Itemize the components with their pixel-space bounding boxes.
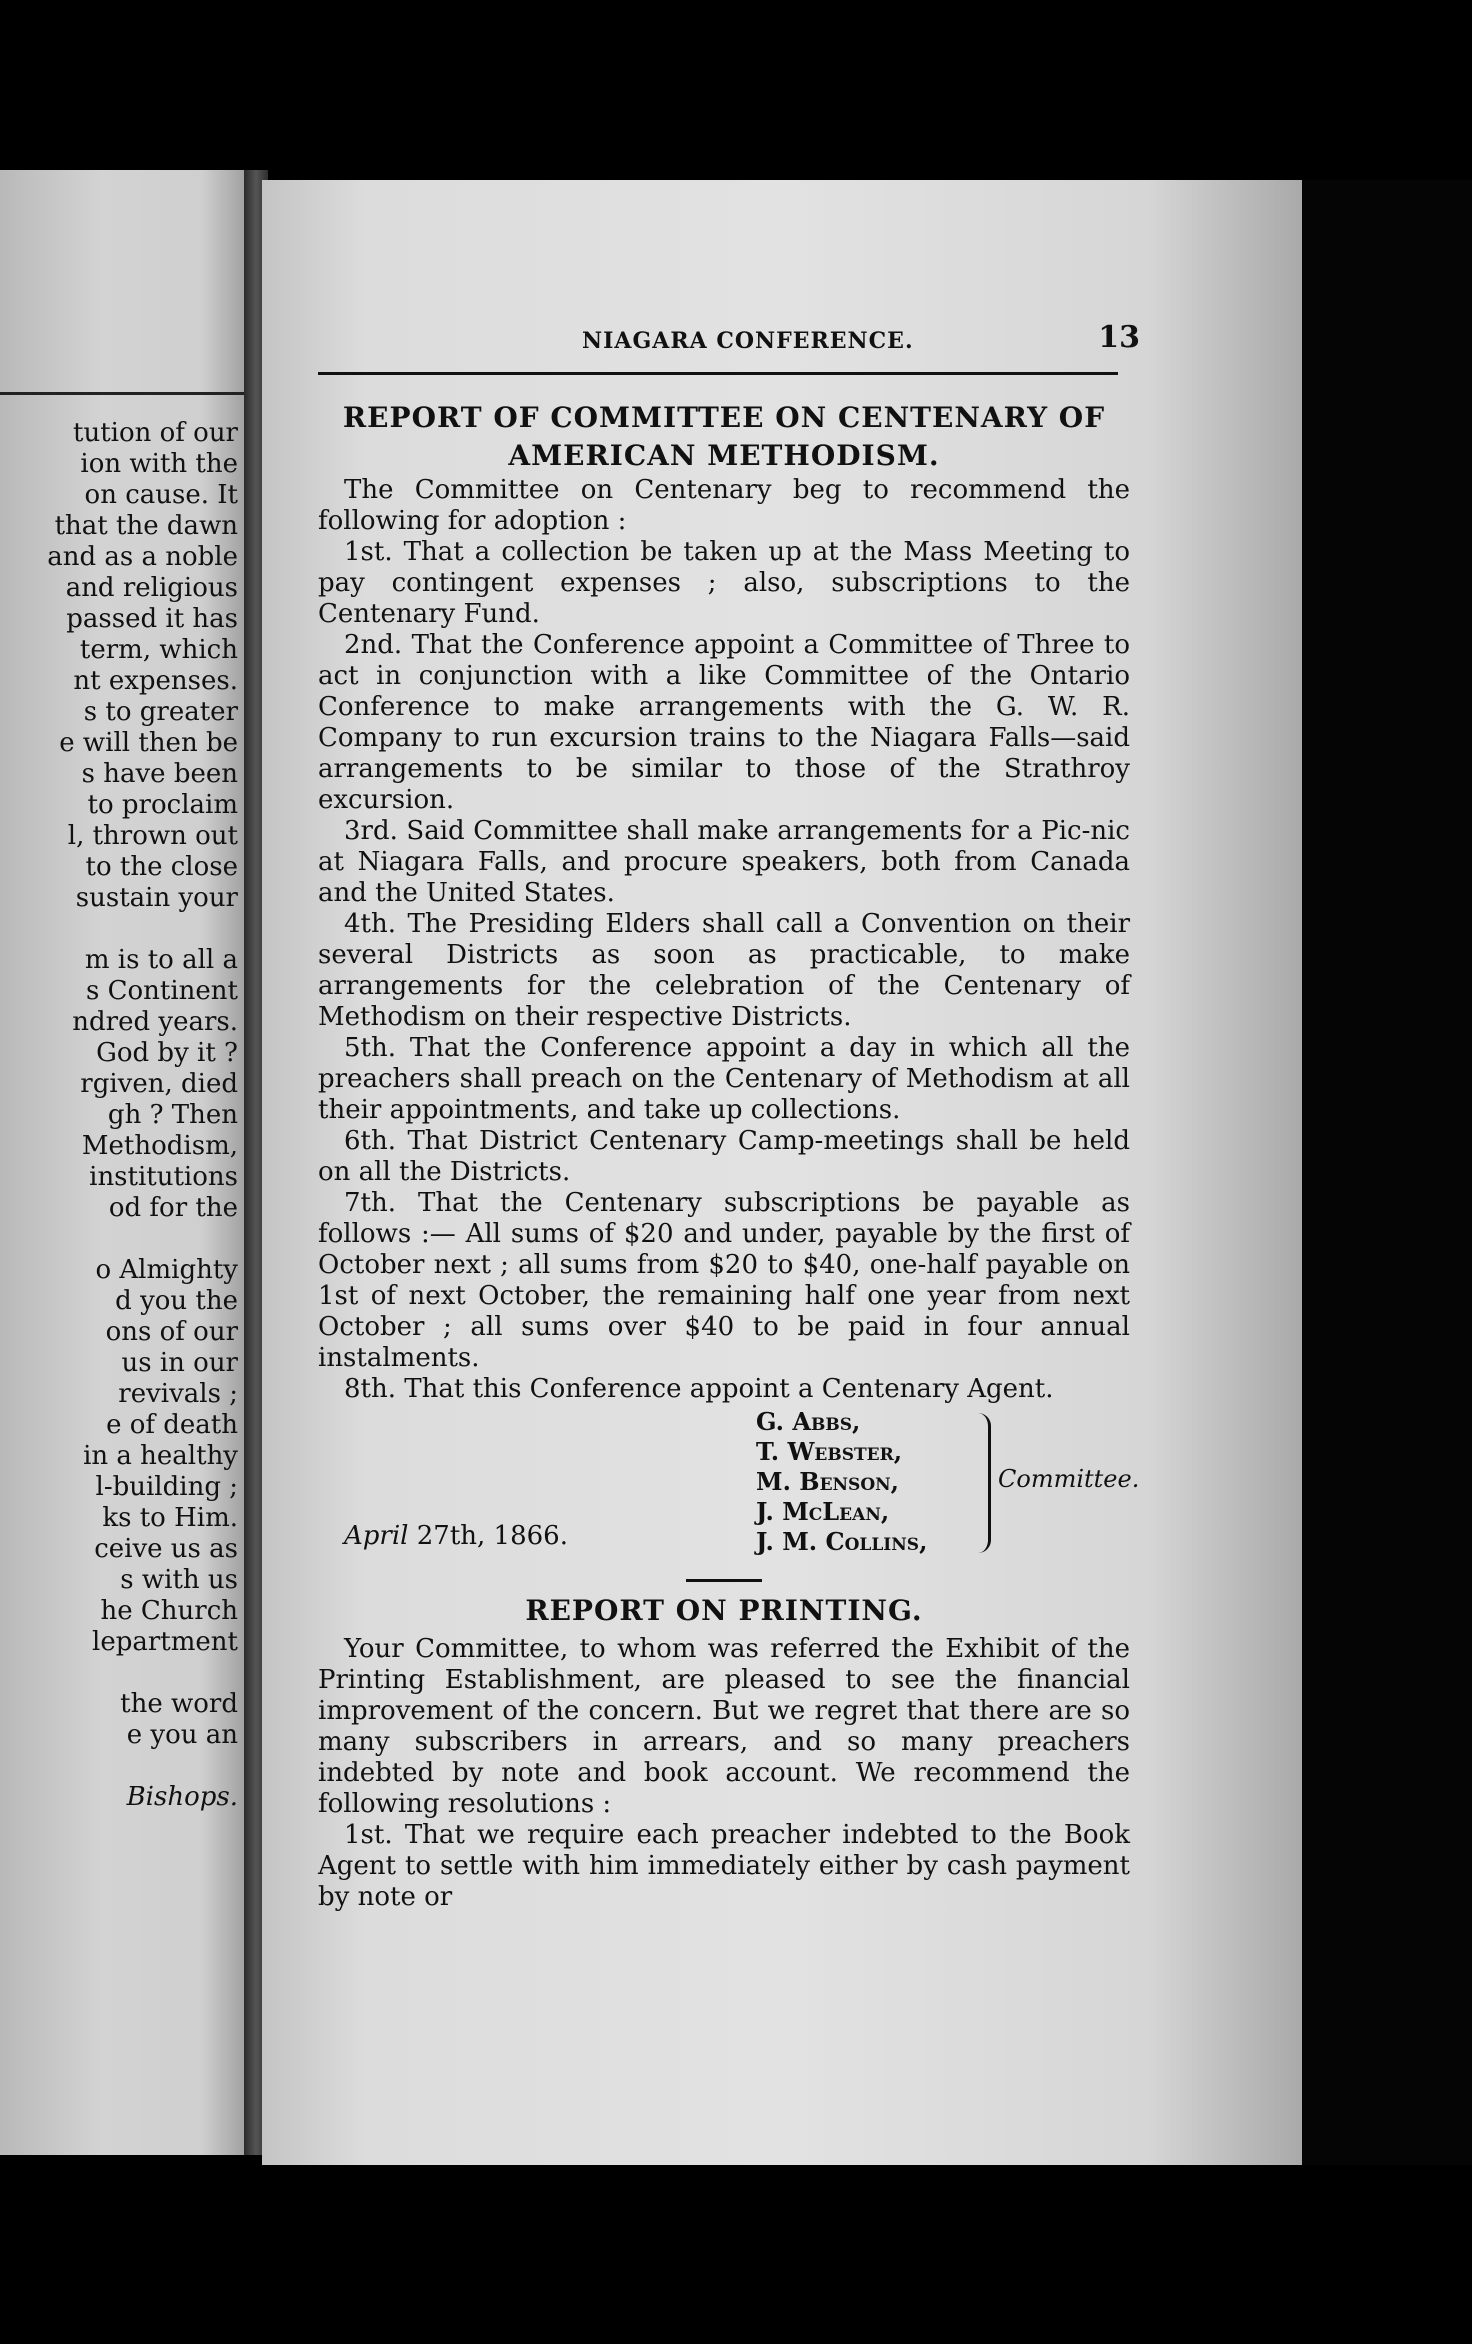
left-page-line: us in our <box>121 1348 238 1378</box>
header-rule <box>318 372 1118 375</box>
committee-member: M. Benson, <box>756 1467 900 1496</box>
left-page-line: on cause. It <box>84 480 238 510</box>
left-page-line: term, which <box>79 635 238 665</box>
running-title: NIAGARA CONFERENCE. <box>582 328 914 354</box>
paragraph: 2nd. That the Conference appoint a Committee of Three to act in conjunction with a like Committee of the Ontario Conference to make arrangements with the G. W. R. Company to run excursion trains to the Niagara Falls—said arrangements to be similar to those of the Strathroy excursion. <box>318 630 1130 815</box>
left-page-line: e you an <box>126 1720 238 1750</box>
report-date <box>344 1521 568 1551</box>
left-page-rule <box>0 392 248 395</box>
left-page-line <box>0 1658 238 1689</box>
paragraph: 6th. That District Centenary Camp-meetings shall be held on all the Districts. <box>318 1126 1130 1187</box>
centenary-report-title-line-2: AMERICAN METHODISM. <box>508 439 940 472</box>
left-page-line: and religious <box>65 573 238 603</box>
left-page-line: rgiven, died <box>80 1069 238 1099</box>
committee-member: J. M. Collins, <box>756 1527 928 1556</box>
committee-label: Committee. <box>998 1465 1140 1493</box>
left-page-line: passed it has <box>66 604 238 634</box>
paragraph: The Committee on Centenary beg to recommend the following for adoption : <box>318 475 1130 536</box>
paragraph: 3rd. Said Committee shall make arrangements for a Pic-nic at Niagara Falls, and procure speakers, both from Canada and the United States. <box>318 816 1130 908</box>
printing-report-title: REPORT ON PRINTING. <box>525 1594 923 1627</box>
right-brace <box>978 1413 991 1553</box>
left-page-line: s have been <box>81 759 238 789</box>
left-page-line: he Church <box>100 1596 238 1626</box>
left-page-line <box>0 1751 238 1782</box>
left-page-line: ion with the <box>80 449 238 479</box>
left-page-line: Methodism, <box>81 1131 238 1161</box>
left-page-line: ndred years. <box>72 1007 238 1037</box>
left-page-line: o Almighty <box>95 1255 238 1285</box>
left-page-line: e of death <box>106 1410 238 1440</box>
left-page-line: nt expenses. <box>73 666 238 696</box>
left-page-line: tution of our <box>73 418 238 448</box>
paragraph: Your Committee, to whom was referred the Exhibit of the Printing Establishment, are pleased to see the financial improvement of the concern. But we regret that there are so many subscribers in arrears, and so many preachers indebted by note and book account. We recommend the following resolutions : <box>318 1634 1130 1819</box>
left-page-line: the word <box>120 1689 238 1719</box>
left-page-line <box>0 914 238 945</box>
committee-signature-block <box>318 1407 1140 1557</box>
left-page-line: Bishops. <box>126 1782 238 1812</box>
left-page-line <box>0 1224 238 1255</box>
left-page-line: s with us <box>120 1565 238 1595</box>
running-head <box>318 320 1140 368</box>
left-page-line: l-building ; <box>95 1472 238 1502</box>
left-page-line: d you the <box>115 1286 238 1316</box>
section-divider <box>686 1579 762 1582</box>
left-page-line: ks to Him. <box>102 1503 238 1533</box>
left-page-line: s Continent <box>86 976 238 1006</box>
committee-member-list <box>756 1407 927 1557</box>
printing-report-body <box>318 1634 1130 1913</box>
page-number: 13 <box>1098 320 1140 355</box>
left-page-line: and as a noble <box>47 542 238 572</box>
left-page-line: revivals ; <box>118 1379 238 1409</box>
main-page <box>262 180 1302 2165</box>
scan-border <box>1302 180 1472 2165</box>
left-page-line: to the close <box>85 852 238 882</box>
left-page-line: od for the <box>108 1193 238 1223</box>
centenary-report-title-line-1: REPORT OF COMMITTEE ON CENTENARY OF <box>342 401 1106 434</box>
paragraph: 5th. That the Conference appoint a day in which all the preachers shall preach on the Centenary of Methodism at all their appointments, and take up collections. <box>318 1033 1130 1125</box>
page-content <box>318 320 1140 1913</box>
committee-member: T. Webster, <box>756 1437 903 1466</box>
paragraph: 8th. That this Conference appoint a Centenary Agent. <box>344 1374 1054 1404</box>
left-page-line: to proclaim <box>87 790 238 820</box>
paragraph: 4th. The Presiding Elders shall call a Convention on their several Districts as soon as practicable, to make arrangements for the celebration of the Centenary of Methodism on their respective Districts. <box>318 909 1130 1032</box>
paragraph: 1st. That a collection be taken up at the Mass Meeting to pay contingent expenses ; also, subscriptions to the Centenary Fund. <box>318 537 1130 629</box>
left-page-line: that the dawn <box>54 511 238 541</box>
left-page-line: sustain your <box>75 883 238 913</box>
paragraph: 1st. That we require each preacher indebted to the Book Agent to settle with him immediately either by cash payment by note or <box>318 1820 1130 1912</box>
report-date-rest: 27th, 1866. <box>416 1521 568 1551</box>
left-page-line: ceive us as <box>94 1534 238 1564</box>
left-page-line: l, thrown out <box>67 821 238 851</box>
paragraph: 7th. That the Centenary subscriptions be payable as follows :— All sums of $20 and under, payable by the first of October next ; all sums from $20 to $40, one-half payable on 1st of next October, the remaining half one year from next October ; all sums over $40 to be paid in four annual instalments. <box>318 1188 1130 1373</box>
report-date-month: April <box>344 1521 409 1551</box>
left-page-line: lepartment <box>92 1627 238 1657</box>
left-page-line: institutions <box>89 1162 238 1192</box>
left-page-line: e will then be <box>59 728 238 758</box>
left-facing-page <box>0 170 252 2155</box>
left-page-line: gh ? Then <box>107 1100 238 1130</box>
left-page-line: in a healthy <box>83 1441 238 1471</box>
committee-member: J. McLean, <box>756 1497 890 1526</box>
committee-member: G. Abbs, <box>756 1407 861 1436</box>
left-page-text <box>0 418 238 1813</box>
left-page-line: s to greater <box>83 697 238 727</box>
left-page-line: God by it ? <box>96 1038 238 1068</box>
left-page-line: m is to all a <box>84 945 238 975</box>
centenary-report-body <box>318 475 1130 1405</box>
left-page-line: ons of our <box>105 1317 238 1347</box>
